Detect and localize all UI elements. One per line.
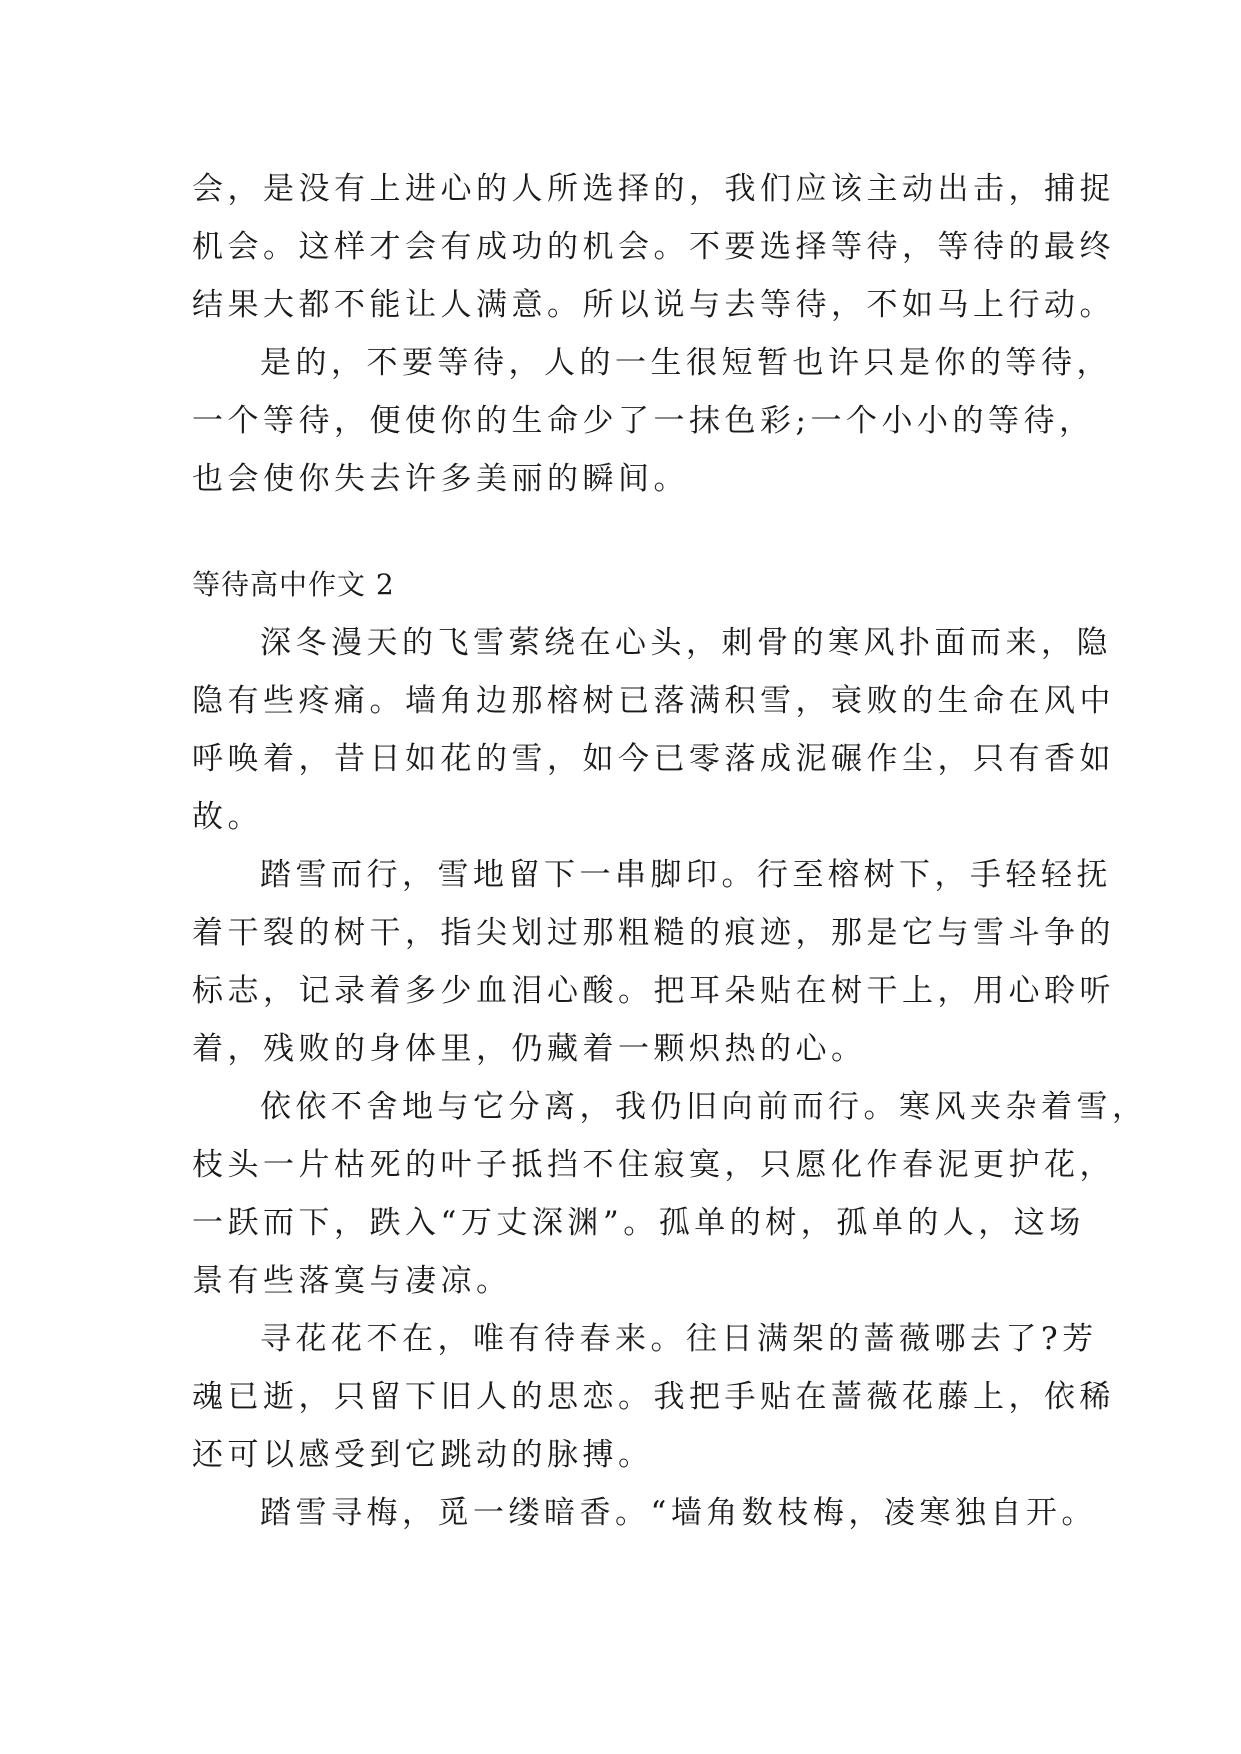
paragraph — [192, 1484, 1097, 1542]
text-line: 会，是没有上进心的人所选择的，我们应该主动出击，捕捉 — [192, 171, 1115, 207]
paragraph-conclusion — [192, 334, 1112, 508]
text-line: 结果大都不能让人满意。所以说与去等待，不如马上行动。 — [192, 287, 1115, 323]
paragraph — [192, 614, 1115, 846]
text-line: 也会使你失去许多美丽的瞬间。 — [192, 461, 689, 497]
text-line: 呼唤着，昔日如花的雪，如今已零落成泥碾作尘，只有香如 — [192, 741, 1115, 777]
text-line: 着，残败的身体里，仍藏着一颗炽热的心。 — [192, 1031, 867, 1067]
text-line: 枝头一片枯死的叶子抵挡不住寂寞，只愿化作春泥更护花， — [192, 1147, 1115, 1183]
text-line: 深冬漫天的飞雪萦绕在心头，刺骨的寒风扑面而来，隐 — [260, 625, 1112, 661]
text-line: 寻花花不在，唯有待春来。往日满架的蔷薇哪去了?芳 — [260, 1321, 1098, 1357]
section-gap — [192, 508, 1072, 556]
paragraph — [192, 1310, 1115, 1484]
text-line: 着干裂的树干，指尖划过那粗糙的痕迹，那是它与雪斗争的 — [192, 915, 1115, 951]
text-line: 依依不舍地与它分离，我仍旧向前而行。寒风夹杂着雪， — [260, 1089, 1148, 1125]
paragraph-continued — [192, 160, 1115, 334]
paragraph — [192, 1078, 1148, 1310]
text-line: 标志，记录着多少血泪心酸。把耳朵贴在树干上，用心聆听 — [192, 973, 1115, 1009]
text-line: 还可以感受到它跳动的脉搏。 — [192, 1437, 654, 1473]
text-line: 踏雪寻梅，觅一缕暗香。“墙角数枝梅，凌寒独自开。 — [260, 1495, 1097, 1531]
essay-title: 等待高中作文 2 — [192, 568, 395, 601]
text-line: 魂已逝，只留下旧人的思恋。我把手贴在蔷薇花藤上，依稀 — [192, 1379, 1115, 1415]
document-body — [192, 160, 1148, 1542]
paragraph — [192, 846, 1115, 1078]
text-line: 踏雪而行，雪地留下一串脚印。行至榕树下，手轻轻抚 — [260, 857, 1112, 893]
text-line: 一跃而下，跌入“万丈深渊”。孤单的树，孤单的人，这场 — [192, 1205, 1085, 1241]
text-line: 景有些落寞与凄凉。 — [192, 1263, 512, 1299]
text-line: 机会。这样才会有成功的机会。不要选择等待，等待的最终 — [192, 229, 1115, 265]
text-line: 一个等待，便使你的生命少了一抹色彩;一个小小的等待， — [192, 403, 1095, 439]
text-line: 是的，不要等待，人的一生很短暂也许只是你的等待， — [260, 345, 1112, 381]
text-line: 隐有些疼痛。墙角边那榕树已落满积雪，衰败的生命在风中 — [192, 683, 1115, 719]
text-line: 故。 — [192, 799, 263, 835]
